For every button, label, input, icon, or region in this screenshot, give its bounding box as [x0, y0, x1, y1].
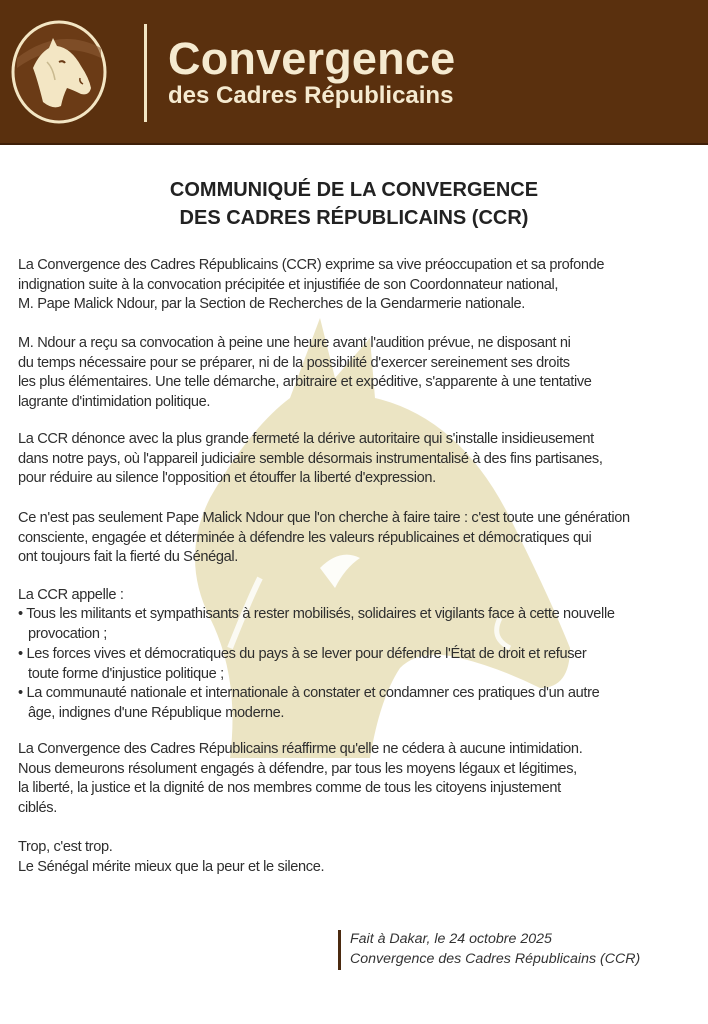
paragraph-line: M. Ndour a reçu sa convocation à peine une heure avant l'audition prévue, ne disposant ni — [18, 335, 571, 351]
paragraph-3 — [18, 430, 698, 489]
bullet-line: âge, indignes d'une République moderne. — [28, 704, 285, 721]
paragraph-line: ciblés. — [18, 799, 57, 816]
bullet-line: toute forme d'injustice politique ; — [28, 665, 224, 682]
paragraph-line: Ce n'est pas seulement Pape Malick Ndour que l'on cherche à faire taire : c'est toute une génération — [18, 510, 630, 526]
paragraph-line: du temps nécessaire pour se préparer, ni de la possibilité d'exercer sereinement ses droits — [18, 354, 570, 371]
document-title-line-1: COMMUNIQUÉ DE LA CONVERGENCE — [169, 179, 539, 201]
final-statement — [18, 838, 698, 877]
paragraph-line: indignation suite à la convocation précipitée et injustifiée de son Coordonnateur national, — [18, 276, 559, 293]
bullet-line: • Tous les militants et sympathisants à rester mobilisés, solidaires et vigilants face à cette nouvelle — [18, 606, 615, 622]
paragraph-4 — [18, 509, 698, 568]
bullet-line: • La communauté nationale et internationale à constater et condamner ces pratiques d'un autre — [18, 685, 600, 701]
bullet-item-1 — [18, 605, 698, 644]
paragraph-line: ont toujours fait la fierté du Sénégal. — [18, 549, 238, 565]
paragraph-line: lagrante d'intimidation politique. — [18, 393, 211, 410]
bullet-item-3 — [18, 684, 698, 723]
call-intro-text: La CCR appelle : — [18, 587, 124, 603]
paragraph-line: Nous demeurons résolument engagés à défendre, par tous les moyens légaux et légitimes, — [18, 760, 577, 777]
document-title-line-2: DES CADRES RÉPUBLICAINS (CCR) — [179, 207, 529, 229]
paragraph-line: pour réduire au silence l'opposition et étouffer la liberté d'expression. — [18, 470, 436, 486]
paragraph-line: M. Pape Malick Ndour, par la Section de Recherches de la Gendarmerie nationale. — [18, 296, 525, 312]
brand-title: Convergence — [168, 33, 456, 84]
paragraph-1 — [18, 256, 698, 315]
paragraph-line: La Convergence des Cadres Républicains (CCR) exprime sa vive préoccupation et sa profonde — [18, 257, 605, 273]
brand-subtitle: des Cadres Républicains — [168, 82, 454, 109]
signature-block — [338, 930, 640, 970]
bullet-line: provocation ; — [28, 625, 108, 642]
paragraph-line: La Convergence des Cadres Républicains réaffirme qu'elle ne cédera à aucune intimidation. — [18, 741, 583, 757]
closing-paragraph — [18, 740, 698, 818]
paragraph-line: La CCR dénonce avec la plus grande fermeté la dérive autoritaire qui s'installe insidieusement — [18, 431, 594, 447]
bullet-line: • Les forces vives et démocratiques du pays à se lever pour défendre l'État de droit et refuser — [18, 646, 587, 662]
call-intro — [18, 586, 698, 606]
paragraph-line: consciente, engagée et déterminée à défendre les valeurs républicaines et démocratiques qui — [18, 529, 592, 546]
paragraph-line: dans notre pays, où l'appareil judiciaire semble désormais instrumentalisé à des fins partisanes, — [18, 450, 603, 467]
paragraph-2 — [18, 334, 698, 412]
signature-signatory: Convergence des Cadres Républicains (CCR) — [350, 950, 641, 967]
signature-place-date: Fait à Dakar, le 24 octobre 2025 — [350, 931, 552, 947]
bullet-item-2 — [18, 645, 698, 684]
paragraph-line: la liberté, la justice et la dignité de nos membres comme de tous les citoyens injustement — [18, 780, 561, 796]
final-line: Trop, c'est trop. — [18, 839, 113, 855]
paragraph-line: les plus élémentaires. Une telle démarche, arbitraire et expéditive, s'apparente à une tentative — [18, 374, 592, 390]
final-line: Le Sénégal mérite mieux que la peur et le silence. — [18, 858, 325, 875]
